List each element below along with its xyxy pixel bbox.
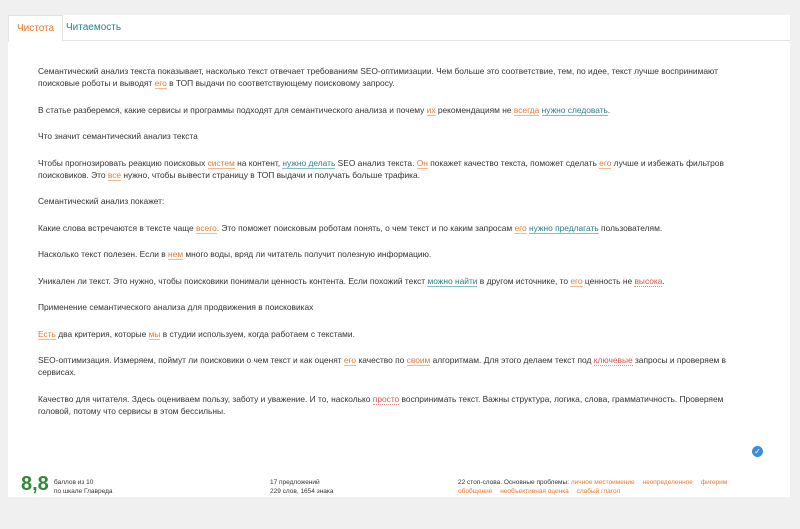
text-fragment: SEO анализ текста. xyxy=(335,157,417,168)
text-paragraph xyxy=(38,328,753,340)
text-paragraph xyxy=(38,65,753,89)
highlight-stopword[interactable]: нем xyxy=(168,249,184,259)
highlight-phrase[interactable]: нужно предлагать xyxy=(528,222,599,233)
tab-readability[interactable]: Читаемость xyxy=(66,22,122,33)
text-fragment: качество по xyxy=(356,355,407,365)
text-fragment: Семантический анализ текста показывает, насколько текст отвечает требованиям SEO-оптимизации. Чем больше это соответствие, тем, по идее, текст лучше воспринимают поисковые роботы и выводят xyxy=(38,66,718,88)
text-fragment: . Это поможет поисковым роботам понять, о чем текст и по каким запросам xyxy=(216,222,515,233)
highlight-phrase[interactable]: можно найти xyxy=(427,275,478,286)
text-fragment: много воды, вряд ли читатель получит полезную информацию. xyxy=(183,249,432,259)
text-fragment: Применение семантического анализа для продвижения в поисковиках xyxy=(38,302,314,312)
text-fragment: Качество для читателя. Здесь оцениваем пользу, заботу и уважение. И то, насколько xyxy=(38,393,373,404)
text-fragment: нужно, чтобы вывести страницу в ТОП выдачи и получать больше трафика. xyxy=(121,169,421,180)
highlight-stopword[interactable]: его xyxy=(343,355,357,365)
text-fragment: в другом источнике, то xyxy=(477,275,571,286)
text-fragment: алгоритмам. Для этого делаем текст под xyxy=(430,355,594,365)
text-fragment: В статье разберемся, какие сервисы и программы подходят для семантического анализа и почему xyxy=(38,104,427,115)
check-icon[interactable]: ✓ xyxy=(752,446,763,457)
editor-panel xyxy=(8,15,790,497)
results-footer xyxy=(8,455,790,497)
text-fragment: пользователям. xyxy=(598,222,663,233)
tab-bar xyxy=(8,15,790,41)
highlight-phrase[interactable]: нужно следовать xyxy=(541,104,608,115)
score-caption-line2: по шкале Главреда xyxy=(54,488,113,495)
text-paragraph xyxy=(38,393,753,417)
score-value: 8,8 xyxy=(21,473,49,495)
text-fragment: два критерия, которые xyxy=(55,328,149,339)
text-fragment: в студии используем, когда работаем с текстами. xyxy=(160,328,355,339)
highlight-stopword[interactable]: всего xyxy=(196,222,217,233)
analyzed-text[interactable] xyxy=(38,65,753,431)
text-fragment: . xyxy=(607,104,611,115)
highlight-stopword[interactable]: его xyxy=(599,157,612,168)
text-fragment: рекомендациям не xyxy=(435,104,514,115)
text-paragraph xyxy=(38,248,753,260)
text-paragraph xyxy=(38,157,753,181)
text-paragraph xyxy=(38,195,753,207)
highlight-stopword[interactable]: Есть xyxy=(38,328,56,339)
sentence-count: 17 предложений xyxy=(270,479,320,486)
highlight-stopword[interactable]: своим xyxy=(406,355,431,365)
text-fragment: Уникален ли текст. Это нужно, чтобы поисковики понимали ценность контента. Если похожий текст xyxy=(38,275,428,286)
problems-prefix: 22 стоп-слова. Основные проблемы: xyxy=(458,479,570,486)
problems-summary xyxy=(458,478,758,496)
highlight-evaluation[interactable]: просто xyxy=(372,393,400,404)
text-fragment: Чтобы прогнозировать реакцию поисковых xyxy=(38,157,208,168)
highlight-stopword[interactable]: его xyxy=(570,275,583,286)
highlight-evaluation[interactable]: ключевые xyxy=(593,355,633,365)
problem-link[interactable]: слабый глагол xyxy=(576,488,621,495)
highlight-stopword[interactable]: Он xyxy=(416,157,428,168)
highlight-stopword[interactable]: систем xyxy=(207,157,235,168)
text-fragment: Насколько текст полезен. Если в xyxy=(38,249,169,259)
problem-link[interactable]: необъективная оценка xyxy=(500,488,569,495)
highlight-stopword[interactable]: все xyxy=(107,169,122,180)
text-paragraph xyxy=(38,301,753,313)
text-fragment: покажет качество текста, поможет сделать xyxy=(427,157,600,168)
text-paragraph xyxy=(38,222,753,234)
text-fragment: Что значит семантический анализ текста xyxy=(38,131,198,141)
text-fragment: запросы и проверяем в сервисах. xyxy=(38,355,727,377)
highlight-stopword[interactable]: их xyxy=(426,104,436,115)
text-fragment: воспринимать текст. Важны структура, логика, слова, грамматичность. Проверяем головой, потому что сервисы в этом бессильны. xyxy=(38,393,724,416)
highlight-phrase[interactable]: нужно делать xyxy=(282,157,336,168)
highlight-evaluation[interactable]: высока xyxy=(634,275,663,286)
problem-link[interactable]: неопределенное xyxy=(642,479,693,486)
highlight-stopword[interactable]: мы xyxy=(148,328,161,339)
text-paragraph xyxy=(38,275,753,287)
text-fragment: на контент, xyxy=(234,157,283,168)
highlight-stopword[interactable]: его xyxy=(154,78,167,88)
highlight-stopword[interactable]: его xyxy=(514,222,527,233)
text-fragment: в ТОП выдачи по соответствующему поисковому запросу. xyxy=(166,78,395,88)
text-stats xyxy=(270,478,334,496)
text-paragraph xyxy=(38,354,753,378)
text-fragment: Какие слова встречаются в тексте чаще xyxy=(38,222,197,233)
text-fragment: Семантический анализ покажет: xyxy=(38,196,165,206)
highlight-stopword[interactable]: всегда xyxy=(513,104,540,115)
problem-link[interactable]: фигерим xyxy=(700,479,728,486)
text-paragraph xyxy=(38,104,753,116)
word-count: 229 слов, 1654 знака xyxy=(270,488,334,495)
problem-link[interactable]: обобщение xyxy=(458,488,493,495)
tab-clarity[interactable]: Чистота xyxy=(8,15,63,42)
score-caption-line1: баллов из 10 xyxy=(54,479,94,486)
score-caption xyxy=(54,478,112,496)
text-paragraph xyxy=(38,130,753,142)
text-fragment: лучше и избежать фильтров поисковиков. Это xyxy=(38,157,724,180)
problem-link[interactable]: личное местоимение xyxy=(570,479,635,486)
text-fragment: ценность не xyxy=(582,275,635,286)
text-fragment: . xyxy=(662,275,665,286)
text-fragment: SEO-оптимизация. Измеряем, поймут ли поисковики о чем текст и как оценят xyxy=(38,355,344,365)
